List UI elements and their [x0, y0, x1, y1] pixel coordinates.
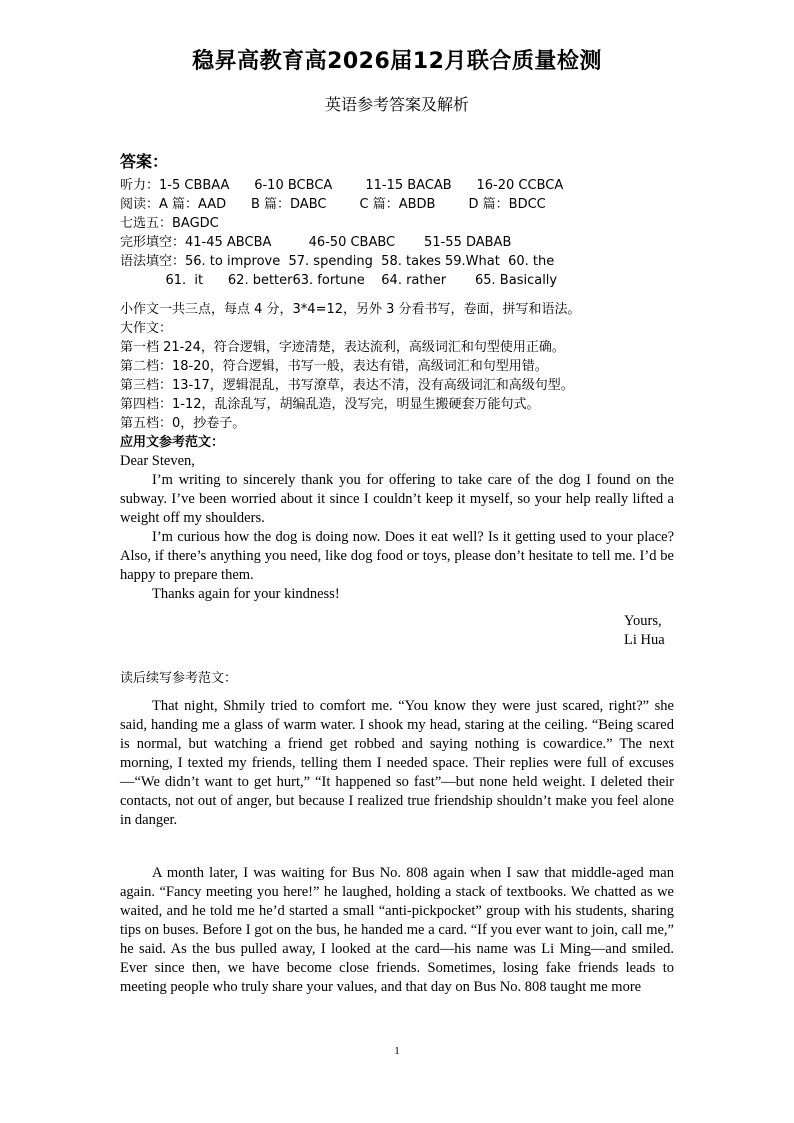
scoring-level: 第二档：18-20，符合逻辑，书写一般，表达有错，高级词汇和句型用错。 — [120, 359, 548, 374]
answers-listening: 听力：1-5 CBBAA 6-10 BCBCA 11-15 BACAB 16-20 CCBCA — [120, 178, 564, 193]
letter-paragraph: Thanks again for your kindness! — [152, 586, 340, 602]
letter-paragraph: I’m curious how the dog is doing now. Does it eat well? Is it getting used to your place? Also, if there’s anything you need, like dog food or toys, please don’t hesitate to tell me. I’d be happy to prepare them. — [120, 529, 674, 583]
scoring-small-essay: 小作文一共三点，每点 4 分，3*4=12，另外 3 分看书写，卷面，拼写和语法。 — [120, 302, 581, 317]
continuation-paragraph-2: A month later, I was waiting for Bus No. 808 again when I saw that middle-aged man again. “Fancy meeting you here!” he laughed, holding a stack of textbooks. We chatted as we waited, and he told me he’d started a small “anti-pickpocket” group with his students, sharing tips on buses. Before I got on the bus, he handed me a card. “If you ever want to join, call me,” he said. As the bus pulled away, I looked at the card—his name was Li Ming—and smiled. Ever since then, we have become close friends. Sometimes, losing fake friends leads to meeting people who truly share your values, and that day on Bus No. 808 taught me more — [120, 865, 674, 995]
document-subtitle: 英语参考答案及解析 — [324, 95, 469, 114]
document-title: 稳昇高教育高2026届12月联合质量检测 — [192, 49, 602, 74]
scoring-big-essay-label: 大作文： — [120, 321, 173, 336]
page-number: 1 — [394, 1045, 400, 1057]
letter-paragraph: I’m writing to sincerely thank you for offering to take care of the dog I found on the subway. I’ve been worried about it since I couldn’t keep it myself, so your help really lifted a weight off my shoulders. — [120, 472, 674, 526]
answers-heading: 答案： — [120, 152, 169, 171]
answers-grammar-line-2: 61. it 62. better63. fortune 64. rather 65. Basically — [120, 273, 558, 288]
answers-cloze: 完形填空：41-45 ABCBA 46-50 CBABC 51-55 DABAB — [120, 235, 512, 250]
answers-grammar-line-1: 语法填空：56. to improve 57. spending 58. takes 59.What 60. the — [120, 254, 555, 269]
continuation-heading: 读后续写参考范文： — [120, 671, 238, 686]
scoring-level: 第三档：13-17，逻辑混乱，书写潦草，表达不清，没有高级词汇和高级句型。 — [120, 378, 574, 393]
answers-seven: 七选五：BAGDC — [120, 216, 219, 231]
scoring-level: 第一档 21-24，符合逻辑，字迹清楚，表达流利，高级词汇和句型使用正确。 — [120, 340, 565, 355]
letter-closing: Yours, — [624, 613, 662, 629]
letter-signature: Li Hua — [624, 632, 665, 648]
document-body — [120, 150, 674, 997]
scoring-level: 第四档：1-12，乱涂乱写，胡编乱造，没写完，明显生搬硬套万能句式。 — [120, 397, 540, 412]
continuation-paragraph-1: That night, Shmily tried to comfort me. “You know they were just scared, right?” she said, handing me a glass of warm water. I shook my head, staring at the ceiling. “Being scared is normal, but watching a friend get robbed and saying nothing is cowardice.” The next morning, I texted my friends, telling them I needed space. Their replies were full of excuses—“We didn’t want to get hurt,” “It happened so fast”—but none held weight. I deleted their contacts, not out of anger, but because I realized true friendship shouldn’t make you feel alone in danger. — [120, 698, 674, 828]
letter-salutation: Dear Steven, — [120, 453, 195, 469]
answers-reading: 阅读：A 篇：AAD B 篇：DABC C 篇：ABDB D 篇：BDCC — [120, 197, 546, 212]
scoring-level: 第五档：0，抄卷子。 — [120, 416, 246, 431]
letter-heading: 应用文参考范文： — [120, 435, 225, 450]
